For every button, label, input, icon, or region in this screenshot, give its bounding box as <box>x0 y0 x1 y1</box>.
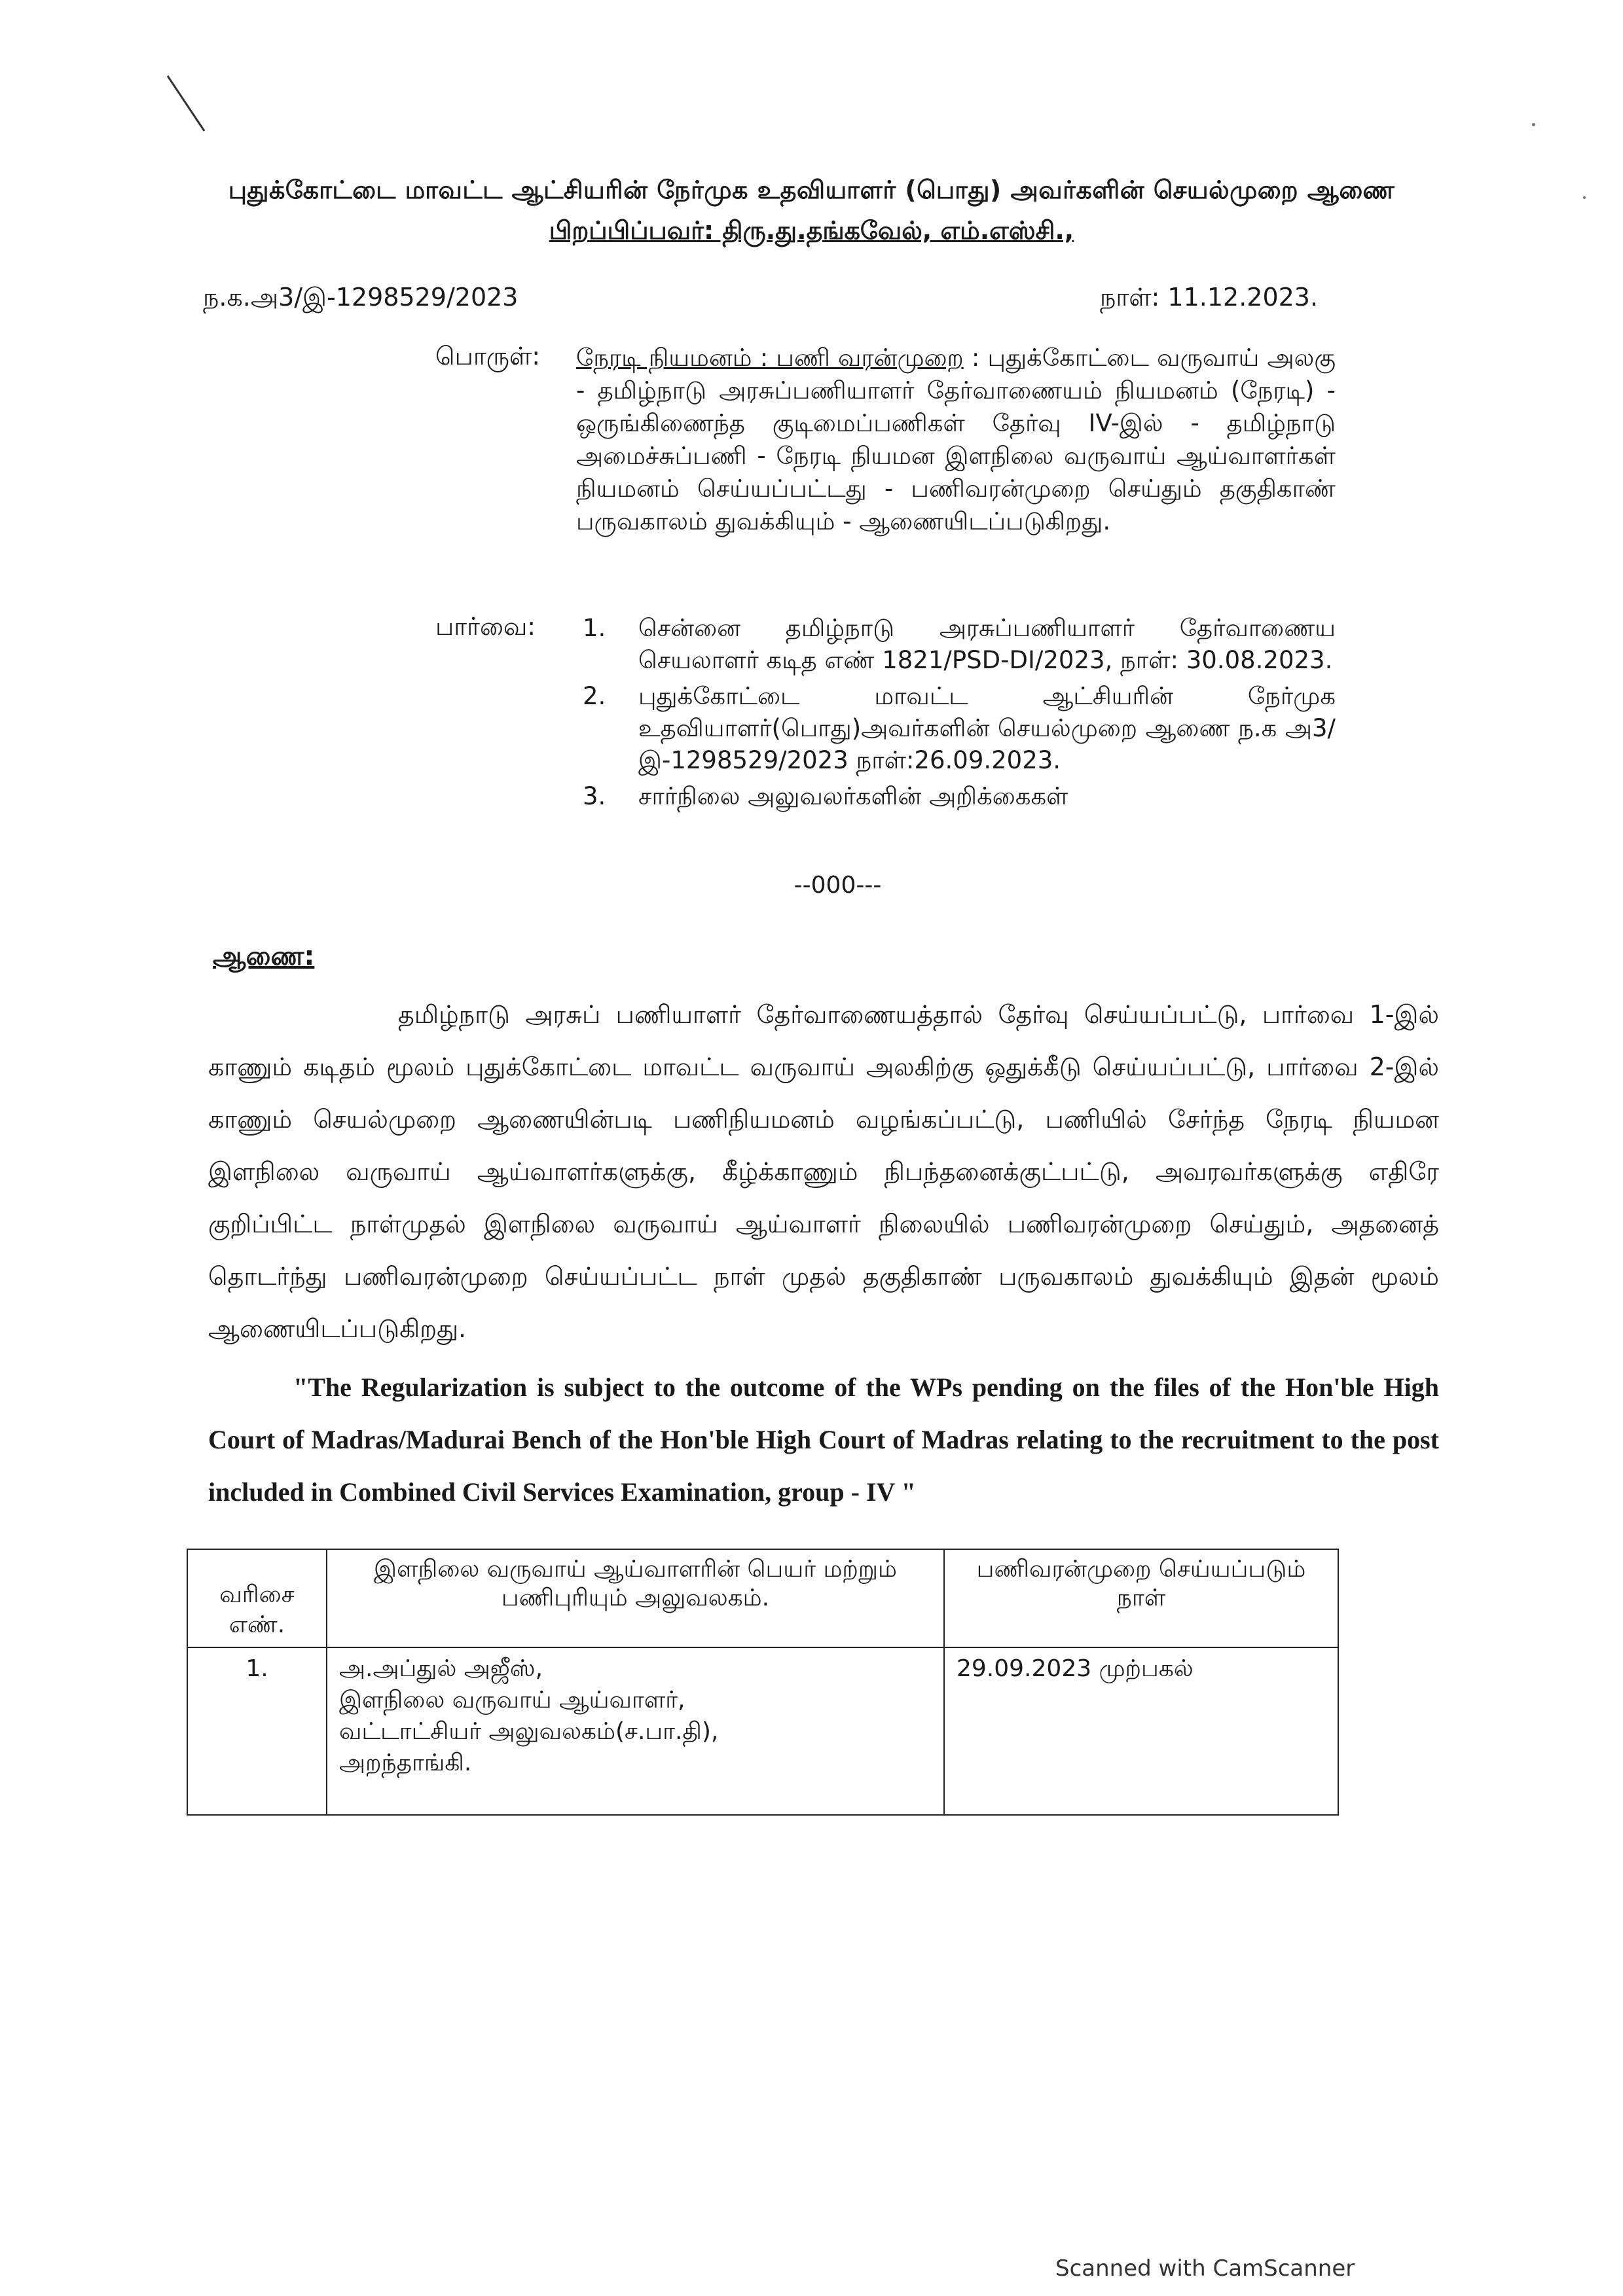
header-regularization-date: பணிவரன்முறை செய்யப்படும் நாள் <box>944 1549 1338 1647</box>
reference-item <box>576 612 1336 676</box>
order-body: தமிழ்நாடு அரசுப் பணியாளர் தேர்வாணையத்தால் தேர்வு செய்யப்பட்டு, பார்வை 1-இல் காணும் கடிதம் மூலம் புதுக்கோட்டை மாவட்ட வருவாய் அலகிற்கு ஒதுக்கீடு செய்யப்பட்டு, பார்வை 2-இல் காணும் செயல்முறை ஆணையின்படி பணிநியமனம் வழங்கப்பட்டு, பணியில் சேர்ந்த நேரடி நியமன இளநிலை வருவாய் ஆய்வாளர்களுக்கு, கீழ்க்காணும் நிபந்தனைக்குட்பட்டு, அவரவர்களுக்கு எதிரே குறிப்பிட்ட நாள்முதல் இளநிலை வருவாய் ஆய்வாளர் நிலையில் பணிவரன்முறை செய்தும், அதனைத் தொடர்ந்து பணிவரன்முறை செய்யப்பட்ட நாள் முதல் தகுதிகாண் பருவகாலம் துவக்கியும் இதன் மூலம் ஆணையிடப்படுகிறது. <box>208 1000 1439 1343</box>
order-date: நாள்: 11.12.2023. <box>1100 283 1319 312</box>
office-line: வட்டாட்சியர் அலுவலகம்(ச.பா.தி), <box>339 1718 719 1745</box>
header-name-office: இளநிலை வருவாய் ஆய்வாளரின் பெயர் மற்றும் பணிபுரியும் அலுவலகம். <box>327 1549 944 1647</box>
header-serial-number: வரிசை எண். <box>187 1549 327 1647</box>
subject-body: : புதுக்கோட்டை வருவாய் அலகு - தமிழ்நாடு அரசுப்பணியாளர் தேர்வாணையம் நியமனம் (நேரடி) - ஒருங்கிணைந்த குடிமைப்பணிகள் தேர்வு IV-இல் - தமிழ்நாடு அமைச்சுப்பணி - நேரடி நியமன இளநிலை வருவாய் ஆய்வாளர்கள் நியமனம் செய்யப்பட்டது - பணிவரன்முறை செய்தும் தகுதிகாண் பருவகாலம் துவக்கியும் - ஆணையிடப்படுகிறது. <box>576 344 1336 535</box>
name-line: அ.அப்துல் அஜீஸ், <box>339 1655 543 1682</box>
reference-item <box>576 780 1336 812</box>
scan-speck <box>1532 123 1535 126</box>
references-list <box>576 612 1336 816</box>
issued-by-line <box>0 216 1623 249</box>
order-title: புதுக்கோட்டை மாவட்ட ஆட்சியரின் நேர்முக உதவியாளர் (பொது) அவர்களின் செயல்முறை ஆணை <box>228 175 1395 204</box>
reference-number-label: 2. <box>583 682 606 710</box>
subject-text <box>576 342 1336 538</box>
order-heading: ஆணை: <box>213 941 315 971</box>
camscanner-watermark: Scanned with CamScanner <box>1055 2255 1355 2282</box>
reference-item <box>576 680 1336 776</box>
references-label: பார்வை: <box>435 612 536 641</box>
cell-regularization-date: 29.09.2023 முற்பகல் <box>944 1647 1338 1815</box>
pen-stroke-mark <box>164 72 216 137</box>
reference-text: சென்னை தமிழ்நாடு அரசுப்பணியாளர் தேர்வாணைய செயலாளர் கடித எண் 1821/PSD-DI/2023, நாள்: 30.08.2023. <box>638 614 1336 674</box>
place-line: அறந்தாங்கி. <box>339 1749 472 1776</box>
subject-heading: நேரடி நியமனம் : பணி வரன்முறை <box>576 344 964 372</box>
table-row <box>187 1647 1338 1815</box>
table-header-row <box>187 1549 1338 1647</box>
reference-number-label: 3. <box>583 782 606 810</box>
reference-number-label: 1. <box>583 614 606 642</box>
designation-line: இளநிலை வருவாய் ஆய்வாளர், <box>339 1687 685 1713</box>
regularization-table <box>187 1549 1339 1816</box>
reference-text: சார்நிலை அலுவலர்களின் அறிக்கைகள் <box>638 782 1068 810</box>
section-separator: --000--- <box>793 872 882 899</box>
cell-name-office <box>327 1647 944 1815</box>
regularization-note: "The Regularization is subject to the outcome of the WPs pending on the files of the Hon'ble High Court of Madras/Madurai Bench of the Hon'ble High Court of Madras relating to the recruitment to the post included in Combined Civil Services Examination, group - IV " <box>208 1372 1439 1507</box>
subject-label: பொருள்: <box>435 342 541 370</box>
issued-by: பிறப்பிப்பவர்: திரு.து.தங்கவேல், எம்.எஸ்சி., <box>549 216 1074 245</box>
cell-serial-number: 1. <box>187 1647 327 1815</box>
reference-text: புதுக்கோட்டை மாவட்ட ஆட்சியரின் நேர்முக உதவியாளர்(பொது)அவர்களின் செயல்முறை ஆணை ந.க அ3/இ-1298529/2023 நாள்:26.09.2023. <box>638 682 1336 774</box>
reference-number: ந.க.அ3/இ-1298529/2023 <box>203 283 519 312</box>
